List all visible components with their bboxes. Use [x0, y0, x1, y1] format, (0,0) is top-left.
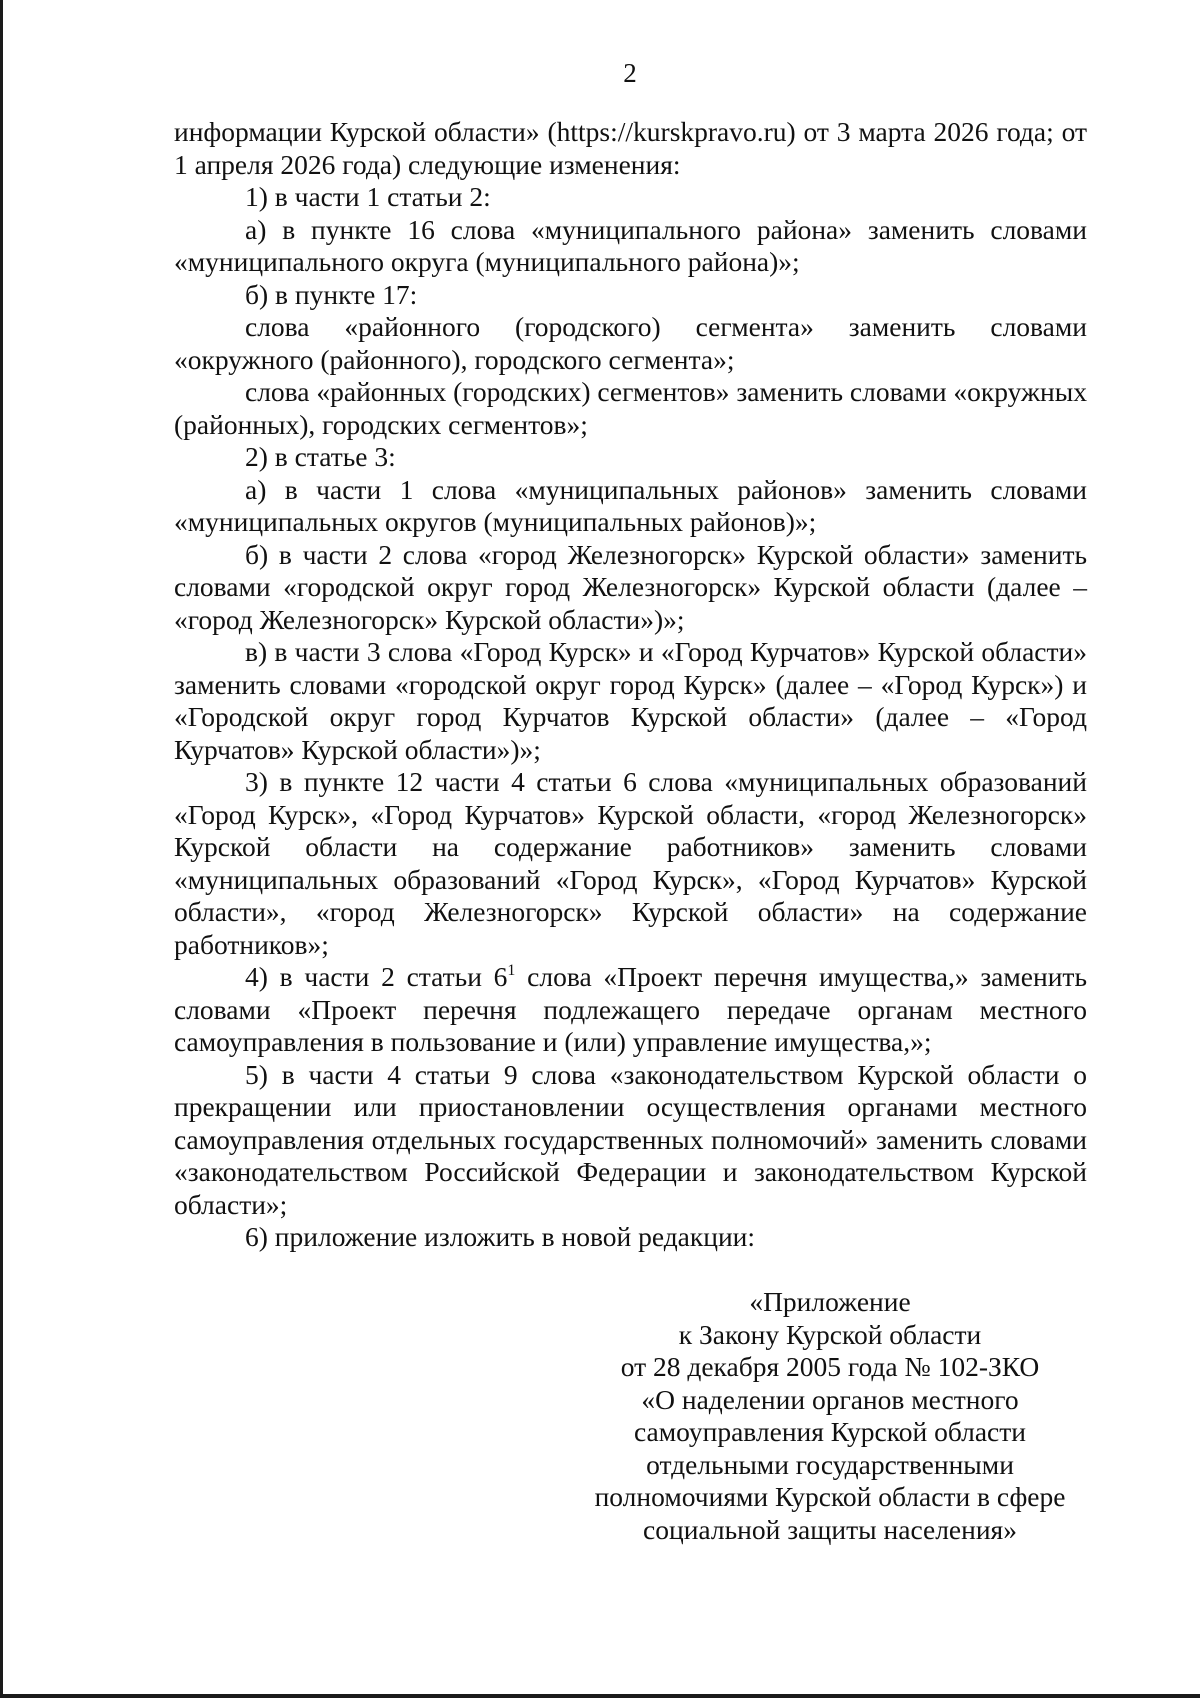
document-body [174, 116, 1087, 1254]
appendix-line: самоуправления Курской области [634, 1416, 1026, 1447]
appendix-line: полномочиями Курской области в сфере [594, 1481, 1066, 1512]
paragraph-item-2a: а) в части 1 слова «муниципальных районов» заменить словами «муниципальных округов (муниципальных районов)»; [174, 473, 1087, 537]
paragraph-item-2b: б) в части 2 слова «город Железногорск» Курской области» заменить словами «городской округ город Железногорск» Курской области (далее – «город Железногорск» Курской области»)»; [174, 538, 1087, 635]
paragraph-item-3: 3) в пункте 12 части 4 статьи 6 слова «муниципальных образований «Город Курск», «Город Курчатов» Курской области, «город Железногорск» Курской области на содержание работников» заменить словами «муниципальных образований «Город Курск», «Город Курчатов» Курской области», «город Железногорск» Курской области» на содержание работников»; [174, 766, 1087, 960]
superscript-article-index: 1 [507, 961, 516, 979]
paragraph-item-4-end: слова «Проект перечня имущества,» заменить словами «Проект перечня подлежащего передаче органам местного самоуправления в пользование и (или) управление имущества,»; [174, 961, 1087, 1057]
appendix-line: от 28 декабря 2005 года № 102-ЗКО [620, 1351, 1040, 1382]
paragraph-item-2v: в) в части 3 слова «Город Курск» и «Город Курчатов» Курской области» заменить словами «городской округ город Курск» (далее – «Город Курск») и «Городской округ город Курчатов Курской области» (далее – «Город Курчатов» Курской области»)»; [174, 636, 1087, 765]
appendix-line: социальной защиты населения» [643, 1513, 1017, 1545]
appendix-line: к Закону Курской области [678, 1318, 982, 1350]
appendix-line: «О наделении органов местного [641, 1383, 1019, 1415]
appendix-line: отдельными государственными [646, 1448, 1014, 1480]
appendix-heading-block [570, 1286, 1090, 1546]
paragraph-item-5: 5) в части 4 статьи 9 слова «законодательством Курской области о прекращении или приостановлении осуществления органами местного самоуправления отдельных государственных полномочий» заменить словами «законодательством Российской Федерации и законодательством Курской области»; [174, 1058, 1087, 1220]
paragraph-item-1a: а) в пункте 16 слова «муниципального района» заменить словами «муниципального округа (муниципального района)»; [174, 213, 1087, 277]
scan-border-bottom [0, 1694, 1200, 1698]
appendix-line: «Приложение [749, 1286, 911, 1317]
paragraph-item-1: 1) в части 1 статьи 2: [245, 181, 491, 212]
paragraph-item-6: 6) приложение изложить в новой редакции: [245, 1221, 756, 1252]
page-number: 2 [623, 58, 637, 88]
paragraph-item-4-start: 4) в части 2 статьи 6 [245, 961, 508, 992]
paragraph-item-4 [174, 961, 1087, 1059]
paragraph-item-1b-words-2: слова «районных (городских) сегментов» заменить словами «окружных (районных), городских сегментов»; [174, 376, 1087, 440]
paragraph-item-1b: б) в пункте 17: [245, 278, 418, 310]
scan-border-left [0, 0, 3, 1698]
paragraph-continuation: информации Курской области» (https://kurskpravo.ru) от 3 марта 2026 года; от 1 апреля 2026 года) следующие изменения: [174, 116, 1087, 180]
paragraph-item-1b-words-1: слова «районного (городского) сегмента» заменить словами «окружного (районного), городского сегмента»; [174, 311, 1087, 375]
paragraph-item-2: 2) в статье 3: [245, 441, 396, 472]
